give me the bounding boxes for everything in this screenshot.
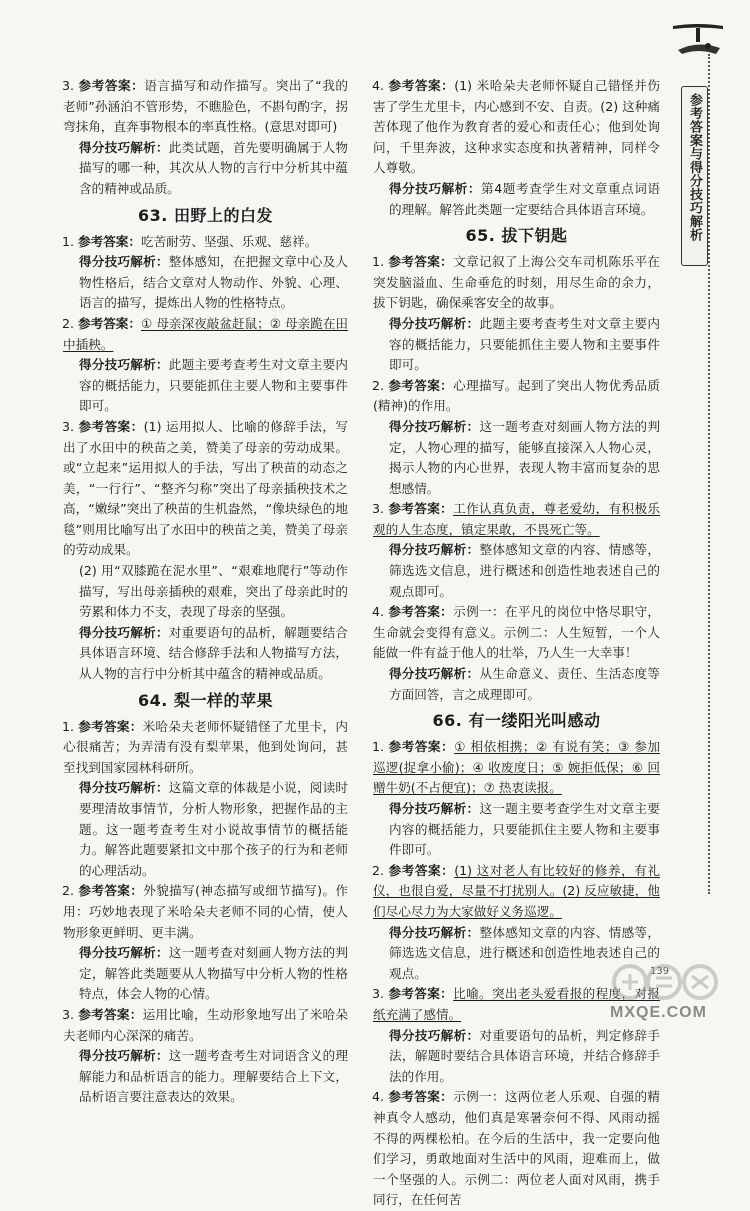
section-63 bbox=[63, 232, 348, 685]
analysis-item: 得分技巧解析：从生命意义、责任、生活态度等方面回答，言之成理即可。 bbox=[389, 666, 661, 702]
side-dotted-rule bbox=[708, 54, 710, 894]
section-title-63: 63. 田野上的白发 bbox=[138, 205, 273, 225]
analysis-item: 得分技巧解析：整体感知，在把握文章中心及人物性格后，结合文章对人物动作、外貌、心理、语言的描写，提炼出人物的性格特点。 bbox=[79, 254, 349, 311]
answer-item: 4. 参考答案：示例一：在平凡的岗位中恪尽职守，生命就会变得有意义。示例二：人生短暂，一个人能做一件有益于他人的壮举，乃人生一大幸事！ bbox=[372, 604, 661, 661]
right-column bbox=[373, 76, 660, 1211]
section-64 bbox=[63, 717, 348, 1108]
answer-item: 3. 参考答案：(1) 运用拟人、比喻的修辞手法，写出了水田中的秧苗之美，赞美了母亲的劳动成果。或“立起来”运用拟人的手法，写出了秧苗的动态之美，“一行行”、“整齐匀称”突出了母亲插秧技术之高，“嫩绿”突出了秧苗的生机盎然，“像块绿色的地毯”则用比喻写出了水田中的秧苗之美，赞美了母亲的劳动成果。 bbox=[62, 418, 349, 558]
analysis-item: 得分技巧解析：这篇文章的体裁是小说，阅读时要理清故事情节，分析人物形象，把握作品的主题。这一题考查考生对小说故事情节的概括能力。解答此题要紧扣文中那个孩子的行为和老师的心理活动。 bbox=[79, 780, 349, 878]
analysis-item: 得分技巧解析：这一题考查对刻画人物方法的判定，解答此类题要从人物描写中分析人物的性格特点，体会人物的心情。 bbox=[79, 945, 349, 1002]
answer-item: 1. 参考答案：① 相依相携；② 有说有笑；③ 参加巡逻(捉拿小偷)；④ 收废度日；⑤ 婉拒低保；⑥ 回赠牛奶(不占便宜)；⑦ 热衷读报。 bbox=[372, 739, 660, 796]
answer-item: 3. 参考答案：比喻。突出老头爱看报的程度，对报纸充满了感情。 bbox=[372, 986, 661, 1022]
right-top-block bbox=[373, 76, 660, 220]
answer-item: 2. 参考答案：外貌描写(神态描写或细节描写)。作用：巧妙地表现了米哈朵夫老师不同的心情，使人物形象更鲜明、更丰满。 bbox=[62, 883, 349, 940]
left-top-block bbox=[63, 76, 348, 200]
section-title-65: 65. 拔下钥匙 bbox=[465, 226, 568, 246]
analysis-item: 得分技巧解析：这一题考查考生对词语含义的理解能力和品析语言的能力。理解要结合上下文，品析语言要注意表达的效果。 bbox=[79, 1048, 349, 1105]
analysis-item: 得分技巧解析：此类试题，首先要明确属于人物描写的哪一种，其次从人物的言行中分析其中蕴含的精神或品质。 bbox=[79, 139, 349, 196]
answer-item: 2. 参考答案：(1) 这对老人有比较好的修养，有礼仪，也很自爱，尽量不打扰别人。(2) 反应敏捷，他们尽心尽力为大家做好义务巡逻。 bbox=[372, 862, 661, 919]
analysis-item: 得分技巧解析：第4题考查学生对文章重点词语的理解。解答此类题一定要结合具体语言环境。 bbox=[389, 180, 660, 217]
analysis-item: 得分技巧解析：对重要语句的品析，解题要结合具体语言环境、结合修辞手法和人物描写方法，从人物的言行中分析其中蕴含的精神或品质。 bbox=[79, 624, 349, 682]
analysis-item: 得分技巧解析：整体感知文章的内容、情感等，筛选选文信息，进行概述和创造性地表述自己的观点。 bbox=[389, 924, 661, 981]
answer-item: 3. 参考答案：语言描写和动作描写。突出了“我的老师”孙涵泊不管形势，不瞧脸色，不斟句酌字，拐弯抹角，直奔事物根本的率真性格。(意思对即可) bbox=[62, 78, 348, 135]
analysis-item: 得分技巧解析：对重要语句的品析，判定修辞手法，解题时要结合具体语言环境，并结合修辞手法的作用。 bbox=[389, 1027, 661, 1084]
answer-item: 3. 参考答案：工作认真负责，尊老爱幼，有积极乐观的人生态度，镇定果敢，不畏死亡等。 bbox=[372, 501, 661, 537]
section-title-66: 66. 有一缕阳光叫感动 bbox=[432, 711, 601, 731]
section-65 bbox=[373, 252, 660, 705]
answer-continuation: (2) 用“双膝跪在泥水里”、“艰难地爬行”等动作描写，写出母亲插秧的艰难，突出了母亲此时的劳累和体力不支，表现了母亲的坚强。 bbox=[79, 563, 348, 620]
answer-item: 2. 参考答案：① 母亲深夜敲盆赶鼠；② 母亲跪在田中插秧。 bbox=[62, 315, 349, 352]
analysis-item: 得分技巧解析：整体感知文章的内容、情感等，筛选选文信息，进行概述和创造性地表述自己的观点即可。 bbox=[389, 542, 661, 599]
answer-item: 1. 参考答案：米哈朵夫老师怀疑错怪了尤里卡，内心很痛苦；为弄清有没有梨苹果，他到处询问，甚至找到国家园林科研所。 bbox=[62, 718, 349, 775]
answer-item: 4. 参考答案：(1) 米哈朵夫老师怀疑自己错怪并伤害了学生尤里卡，内心感到不安、自责。(2) 这种痛苦体现了他作为教育者的爱心和责任心；他到处询问，千里奔波，这种求实态度和执著精神，同样令人尊敬。 bbox=[372, 78, 661, 176]
analysis-item: 得分技巧解析：此题主要考查考生对文章主要内容的概括能力，只要能抓住主要人物和主要事件即可。 bbox=[79, 357, 349, 414]
answer-item: 2. 参考答案：心理描写。起到了突出人物优秀品质(精神)的作用。 bbox=[372, 377, 661, 414]
answer-item: 4. 参考答案：示例一：这两位老人乐观、自强的精神真令人感动，他们真是寒暑奈何不得、风雨动摇不得的两棵松柏。在今后的生活中，我一定要向他们学习，勇敢地面对生活中的风雨，迎难而上，做一个坚强的人。示例二：两位老人面对风雨，携手同行，在任何苦 bbox=[372, 1089, 661, 1208]
side-tab-label: 参考答案与得分技巧解析 bbox=[687, 93, 702, 242]
answer-item: 1. 参考答案：文章记叙了上海公交车司机陈乐平在突发脑溢血、生命垂危的时刻，用尽生命的余力，拔下钥匙，确保乘客安全的故事。 bbox=[372, 254, 661, 311]
page-number: 139 bbox=[650, 966, 670, 977]
section-title-64: 64. 梨一样的苹果 bbox=[138, 690, 273, 710]
left-column bbox=[63, 76, 348, 1108]
corner-ornament-icon bbox=[668, 20, 728, 60]
answer-item: 3. 参考答案：运用比喻，生动形象地写出了米哈朵夫老师内心深深的痛苦。 bbox=[62, 1006, 349, 1043]
answer-item: 1. 参考答案：吃苦耐劳、坚强、乐观、慈祥。 bbox=[62, 233, 318, 249]
side-tab bbox=[681, 86, 708, 266]
watermark-text: MXQE.COM bbox=[610, 1004, 707, 1021]
analysis-item: 得分技巧解析：此题主要考查考生对文章主要内容的概括能力，只要能抓住主要人物和主要事件即可。 bbox=[389, 315, 661, 373]
analysis-item: 得分技巧解析：这一题考查对刻画人物方法的判定，人物心理的描写，能够直接深入人物心灵，揭示人物的内心世界，表现人物丰富而复杂的思想感情。 bbox=[389, 418, 661, 496]
analysis-item: 得分技巧解析：这一题主要考查学生对文章主要内容的概括能力，只要能抓住主要人物和主要事件即可。 bbox=[389, 801, 661, 858]
